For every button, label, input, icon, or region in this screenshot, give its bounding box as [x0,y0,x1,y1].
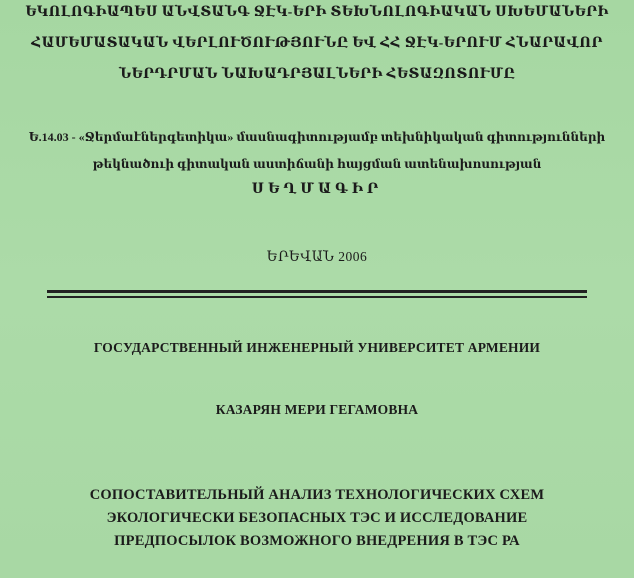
russian-title-line-2-text: ЭКОЛОГИЧЕСКИ БЕЗОПАСНЫХ ТЭС И ИССЛЕДОВАНИЕ [106,510,528,526]
russian-author-text: КАЗАРЯН МЕРИ ГЕГАМОВНА [215,402,419,417]
russian-university-text: ГОСУДАРСТВЕННЫЙ ИНЖЕНЕРНЫЙ УНИВЕРСИТЕТ АРМЕНИИ [93,340,541,355]
armenian-title-line-1-text: ԵԿՈԼՈԳԻԱՊԵՍ ԱՆՎՏԱՆԳ ՋԷԿ-ԵՐԻ ՏԵԽՆՈԼՈԳԻԱԿԱՆ ՍԽԵՄԱՆԵՐԻ [25,4,609,19]
armenian-title-line-3 [0,66,634,82]
armenian-document-type-text: ՍԵՂՄԱԳԻՐ [251,182,383,197]
divider-rule-thin [47,296,587,298]
armenian-degree-line-text: թեկնածուի գիտական աստիճանի հայցման ատենախոսության [92,157,542,171]
armenian-city-year-text: ԵՐԵՎԱՆ 2006 [266,249,368,264]
armenian-city-year [0,249,634,265]
armenian-document-type [0,181,634,198]
russian-title-line-1-text: СОПОСТАВИТЕЛЬНЫЙ АНАЛИЗ ТЕХНОЛОГИЧЕСКИХ СХЕМ [89,487,545,503]
armenian-degree-line [0,157,634,172]
russian-university [0,340,634,356]
russian-title-line-3 [0,533,634,550]
armenian-specialty-line-text: Ե.14.03 - «Ջերմաէներգետիկա» մասնագիտությամբ տեխնիկական գիտությունների [28,130,606,144]
armenian-specialty-line [0,130,634,145]
armenian-title-line-3-text: ՆԵՐԴՐՄԱՆ ՆԱԽԱԴՐՅԱԼՆԵՐԻ ՀԵՏԱԶՈՏՈՒՄԸ [118,66,516,81]
russian-title-line-1 [0,487,634,504]
divider-rule-thick [47,290,587,293]
armenian-title-line-1 [0,4,634,20]
russian-author [0,402,634,418]
armenian-title-line-2-text: ՀԱՄԵՄԱՏԱԿԱՆ ՎԵՐԼՈՒԾՈՒԹՅՈՒՆԸ ԵՎ ՀՀ ՋԷԿ-ԵՐՈՒՄ ՀՆԱՐԱՎՈՐ [31,35,603,50]
armenian-title-line-2 [0,35,634,51]
russian-title-line-2 [0,510,634,527]
russian-title-line-3-text: ПРЕДПОСЫЛОК ВОЗМОЖНОГО ВНЕДРЕНИЯ В ТЭС РА [114,533,520,549]
